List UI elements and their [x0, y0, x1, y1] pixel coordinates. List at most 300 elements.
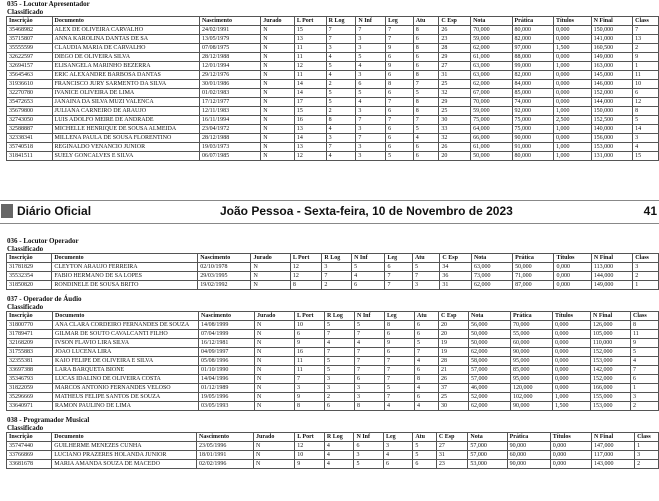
- table-cell: 3: [325, 384, 355, 393]
- table-cell: 4: [326, 71, 356, 80]
- table-row: [7, 281, 659, 290]
- page-header: [0, 200, 659, 224]
- table-cell: 144,000: [591, 98, 633, 107]
- table-cell: 10: [295, 451, 325, 460]
- table-cell: 3: [631, 393, 659, 402]
- table-cell: 87,000: [513, 281, 554, 290]
- table-cell: 105,000: [591, 330, 631, 339]
- table-cell: 30: [439, 116, 471, 125]
- table-cell: 31800770: [7, 321, 53, 330]
- table-cell: 3: [355, 393, 385, 402]
- table-cell: LARA BARQUETA BIONE: [53, 366, 199, 375]
- table-cell: N: [255, 330, 295, 339]
- table-cell: 23/04/1972: [199, 125, 260, 134]
- table-cell: N: [261, 53, 295, 62]
- table-cell: N: [255, 384, 295, 393]
- section-subtitle: Classificado: [7, 8, 44, 16]
- table-cell: 113,000: [591, 263, 632, 272]
- table-cell: 6: [352, 281, 385, 290]
- table-cell: 29/12/1976: [199, 71, 260, 80]
- table-cell: 11: [294, 71, 326, 80]
- table-cell: 13: [294, 125, 326, 134]
- table-cell: 8: [295, 402, 325, 411]
- table-cell: 07/08/1975: [199, 44, 260, 53]
- table-row: [7, 348, 659, 357]
- table-cell: 75,000: [512, 116, 554, 125]
- table-cell: 7: [413, 80, 439, 89]
- table-cell: 6: [356, 80, 386, 89]
- table-cell: JOAO LUCENA LIRA: [53, 348, 199, 357]
- table-cell: 35532354: [7, 272, 52, 281]
- column-header: Atu: [413, 17, 439, 26]
- table-cell: N: [261, 98, 295, 107]
- table-cell: 7: [385, 375, 415, 384]
- table-cell: 5: [386, 152, 414, 161]
- table-cell: 52,000: [469, 393, 511, 402]
- table-cell: 62,000: [469, 348, 511, 357]
- table-row: [7, 80, 659, 89]
- table-cell: 7: [386, 116, 414, 125]
- table-row: [7, 26, 659, 35]
- table-cell: 1: [631, 384, 659, 393]
- column-header: Atu: [412, 254, 439, 263]
- table-row: [7, 107, 659, 116]
- table-cell: 2: [631, 402, 659, 411]
- table-cell: 4: [415, 402, 439, 411]
- table-cell: 97,000: [512, 44, 554, 53]
- column-header: Prática: [513, 254, 554, 263]
- table-row: [7, 321, 659, 330]
- table-cell: 35679800: [7, 107, 53, 116]
- table-cell: 6: [386, 125, 414, 134]
- table-row: [7, 98, 659, 107]
- table-cell: GILMAR DE SOUTO CAVALCANTI FILHO: [53, 330, 199, 339]
- table-cell: 152,500: [591, 116, 633, 125]
- table-cell: 7: [355, 348, 385, 357]
- table-cell: 95,000: [511, 375, 553, 384]
- table-cell: 01/02/1983: [199, 89, 260, 98]
- table-row: [7, 71, 659, 80]
- table-cell: 1,000: [553, 393, 591, 402]
- table-cell: 9: [295, 393, 325, 402]
- table-row: [7, 402, 659, 411]
- table-cell: 04/09/1997: [199, 348, 255, 357]
- table-cell: 20: [439, 330, 469, 339]
- column-header: Leg: [385, 254, 412, 263]
- table-cell: 0,000: [553, 339, 591, 348]
- table-cell: 80,000: [512, 26, 554, 35]
- table-cell: N: [251, 281, 290, 290]
- table-cell: 8: [386, 80, 414, 89]
- table-cell: 90,000: [511, 402, 553, 411]
- table-cell: 60,000: [507, 451, 550, 460]
- table-cell: N: [261, 35, 295, 44]
- table-cell: FABIO HERMANO DE SA LOPES: [52, 272, 198, 281]
- table-cell: 7: [385, 393, 415, 402]
- table-cell: N: [255, 348, 295, 357]
- table-cell: 3: [295, 384, 325, 393]
- table-row: [7, 442, 659, 451]
- column-header: Inscrição: [7, 254, 52, 263]
- table-cell: 13: [294, 143, 326, 152]
- column-header: Class: [631, 312, 659, 321]
- table-cell: 16/11/1994: [199, 116, 260, 125]
- table-cell: MICHELLE HENRIQUE DE SOUSA ALMEIDA: [52, 125, 199, 134]
- table-cell: 3: [325, 375, 355, 384]
- column-header: Leg: [383, 433, 412, 442]
- section-title: 037 - Operador de Áudio: [7, 295, 82, 303]
- table-cell: 71,000: [513, 272, 554, 281]
- table-cell: 5: [325, 321, 355, 330]
- table-cell: 6: [355, 375, 385, 384]
- table-cell: 33: [439, 125, 471, 134]
- table-cell: 9: [631, 339, 659, 348]
- table-cell: 0,000: [550, 460, 591, 469]
- publication-title: Diário Oficial: [17, 204, 92, 218]
- table-cell: 5: [326, 89, 356, 98]
- table-cell: 20: [439, 152, 471, 161]
- table-cell: N: [255, 375, 295, 384]
- table-cell: 92,000: [512, 107, 554, 116]
- table-header-row: [7, 312, 659, 321]
- table-cell: 12: [290, 272, 322, 281]
- table-cell: 19: [439, 348, 469, 357]
- table-row: [7, 375, 659, 384]
- table-cell: 31: [440, 281, 472, 290]
- column-header: R Log: [326, 17, 356, 26]
- table-cell: 2: [635, 460, 659, 469]
- column-header: Atu: [415, 312, 439, 321]
- table-cell: 6: [415, 330, 439, 339]
- table-cell: 75,000: [471, 116, 512, 125]
- table-cell: 5: [352, 263, 385, 272]
- table-cell: 9: [295, 460, 325, 469]
- column-header: L Port: [295, 312, 325, 321]
- table-cell: 4: [355, 339, 385, 348]
- table-cell: FRANCISCO JURY SARMENTO DA SILVA: [52, 80, 199, 89]
- table-cell: 3: [354, 451, 384, 460]
- table-cell: 1,500: [554, 44, 592, 53]
- table-cell: 4: [326, 152, 356, 161]
- table-cell: KAIO FELIPE DE OLIVEIRA E SILVA: [53, 357, 199, 366]
- table-cell: 63,000: [471, 71, 512, 80]
- table-cell: N: [255, 402, 295, 411]
- table-cell: 35296669: [7, 393, 53, 402]
- table-cell: 10: [633, 80, 659, 89]
- column-header: Documento: [52, 17, 199, 26]
- table-cell: 3: [322, 263, 352, 272]
- table-cell: 7: [412, 272, 439, 281]
- column-header: Nota: [471, 17, 512, 26]
- table-cell: 3: [633, 263, 659, 272]
- table-cell: 29: [439, 98, 471, 107]
- table-cell: 5: [385, 384, 415, 393]
- table-cell: 28/12/1988: [199, 134, 260, 143]
- table-cell: 144,000: [591, 272, 632, 281]
- table-cell: 31755883: [7, 348, 53, 357]
- table-cell: 145,000: [591, 71, 633, 80]
- table-cell: 50,000: [471, 152, 512, 161]
- table-cell: 30: [439, 402, 469, 411]
- table-cell: LUIS ADOLFO MEIRE DE ANDRADE: [52, 116, 199, 125]
- table-row: [7, 35, 659, 44]
- table-cell: 0,000: [550, 451, 591, 460]
- table-cell: 6: [295, 330, 325, 339]
- column-header: N Inf: [356, 17, 386, 26]
- table-cell: 2,500: [554, 116, 592, 125]
- table-cell: 70,000: [511, 321, 553, 330]
- table-cell: 11: [295, 357, 325, 366]
- table-cell: 50,000: [469, 339, 511, 348]
- table-cell: 7: [326, 35, 356, 44]
- column-header: R Log: [325, 312, 355, 321]
- table-cell: DIEGO DE OLIVEIRA SILVA: [52, 53, 199, 62]
- table-cell: 143,000: [591, 460, 634, 469]
- table-cell: 11: [295, 366, 325, 375]
- table-cell: 8: [413, 26, 439, 35]
- table-cell: 9: [386, 44, 414, 53]
- table-cell: 3: [356, 125, 386, 134]
- table-cell: 30/01/1986: [199, 80, 260, 89]
- table-cell: 4: [325, 339, 355, 348]
- table-cell: 13: [294, 35, 326, 44]
- column-header: N Inf: [354, 433, 384, 442]
- table-cell: 0,000: [554, 134, 592, 143]
- table-cell: 7: [356, 134, 386, 143]
- table-cell: 1,000: [554, 125, 592, 134]
- table-cell: 7: [295, 375, 325, 384]
- table-cell: N: [261, 89, 295, 98]
- column-header: Leg: [386, 17, 414, 26]
- table-cell: 3: [356, 152, 386, 161]
- table-cell: 4: [356, 98, 386, 107]
- table-cell: 6: [413, 62, 439, 71]
- table-cell: 0,000: [554, 89, 592, 98]
- table-cell: 57,000: [469, 375, 511, 384]
- column-header: Prática: [512, 17, 554, 26]
- table-cell: N: [255, 393, 295, 402]
- table-cell: 152,000: [591, 89, 633, 98]
- table-cell: 91,000: [512, 143, 554, 152]
- column-header: Class: [633, 254, 659, 263]
- table-cell: 06/07/1985: [199, 152, 260, 161]
- table-cell: 34: [440, 263, 472, 272]
- table-cell: 32588887: [7, 125, 53, 134]
- table-cell: 37: [439, 384, 469, 393]
- table-cell: 32743050: [7, 116, 53, 125]
- table-cell: N: [255, 321, 295, 330]
- table-cell: 0,000: [553, 321, 591, 330]
- table-cell: RAMON PAULINO DE LIMA: [53, 402, 199, 411]
- table-cell: 99,000: [512, 62, 554, 71]
- table-cell: 8: [385, 321, 415, 330]
- table-cell: 2: [633, 44, 659, 53]
- table-cell: 3: [326, 44, 356, 53]
- table-cell: 62,000: [471, 80, 512, 89]
- table-cell: 0,000: [553, 366, 591, 375]
- table-cell: 31: [439, 71, 471, 80]
- table-cell: 8: [413, 98, 439, 107]
- table-cell: 149,000: [591, 281, 632, 290]
- table-cell: 02/02/1996: [197, 460, 254, 469]
- table-cell: 1,000: [554, 152, 592, 161]
- table-cell: 57,000: [469, 366, 511, 375]
- table-cell: 85,000: [512, 89, 554, 98]
- table-cell: 4: [631, 357, 659, 366]
- table-cell: 56,000: [469, 321, 511, 330]
- table-cell: 15: [633, 152, 659, 161]
- table-cell: 63,000: [471, 62, 512, 71]
- table-row: [7, 393, 659, 402]
- table-cell: N: [261, 71, 295, 80]
- table-cell: 5: [354, 460, 384, 469]
- table-cell: 3: [355, 384, 385, 393]
- table-cell: IVANICE OLIVEIRA DE LIMA: [52, 89, 199, 98]
- table-cell: 23/05/1996: [197, 442, 254, 451]
- table-cell: 0,000: [550, 442, 591, 451]
- table-cell: 14/08/1999: [199, 321, 255, 330]
- table-cell: 29/03/1995: [198, 272, 251, 281]
- table-row: [7, 44, 659, 53]
- table-cell: 142,000: [591, 366, 631, 375]
- table-cell: 6: [413, 152, 439, 161]
- table-cell: ANNA KAROLINA DANTAS DE SA: [52, 35, 199, 44]
- table-cell: 5: [356, 53, 386, 62]
- table-cell: 3: [412, 281, 439, 290]
- table-cell: 1: [635, 442, 659, 451]
- column-header: Jurado: [251, 254, 290, 263]
- table-cell: 33640971: [7, 402, 53, 411]
- column-header: N Final: [591, 17, 633, 26]
- column-header: Inscrição: [7, 312, 53, 321]
- table-cell: 14: [294, 134, 326, 143]
- table-cell: 4: [633, 143, 659, 152]
- table-cell: 5: [326, 62, 356, 71]
- table-cell: 12: [294, 152, 326, 161]
- table-cell: 12/11/1983: [199, 107, 260, 116]
- table-cell: 61,000: [471, 53, 512, 62]
- table-cell: 150,000: [591, 26, 633, 35]
- table-cell: 31850820: [7, 281, 52, 290]
- table-cell: 62,000: [469, 402, 511, 411]
- table-cell: 3: [356, 71, 386, 80]
- table-cell: 19/05/1996: [199, 393, 255, 402]
- column-header: Class: [633, 17, 659, 26]
- table-cell: 110,000: [591, 339, 631, 348]
- table-cell: 1,000: [554, 143, 592, 152]
- table-cell: CLEYTON ARAUJO FERREIRA: [52, 263, 198, 272]
- table-cell: 6: [325, 402, 355, 411]
- column-header: Inscrição: [7, 17, 53, 26]
- column-header: L Port: [290, 254, 322, 263]
- table-cell: 32270780: [7, 89, 53, 98]
- column-header: N Final: [591, 312, 631, 321]
- column-header: Leg: [385, 312, 415, 321]
- table-cell: 82,000: [512, 35, 554, 44]
- table-cell: 166,000: [591, 384, 631, 393]
- table-cell: 35747440: [7, 442, 52, 451]
- table-cell: 57,000: [468, 442, 507, 451]
- table-cell: 64,000: [471, 125, 512, 134]
- table-cell: 35645463: [7, 71, 53, 80]
- table-cell: 66,000: [471, 134, 512, 143]
- table-cell: 6: [413, 53, 439, 62]
- table-cell: 27: [436, 442, 468, 451]
- table-header-row: [7, 433, 659, 442]
- table-cell: 7: [386, 98, 414, 107]
- table-cell: N: [261, 44, 295, 53]
- column-header: Jurado: [255, 312, 295, 321]
- table-cell: 26: [439, 375, 469, 384]
- table-cell: 1: [633, 62, 659, 71]
- table-cell: 33681678: [7, 460, 52, 469]
- table-cell: 70,000: [471, 98, 512, 107]
- table-cell: 4: [415, 357, 439, 366]
- table-cell: 67,000: [471, 89, 512, 98]
- table-cell: 60,000: [511, 339, 553, 348]
- results-table: [6, 16, 659, 161]
- table-cell: 11: [633, 71, 659, 80]
- column-header: L Port: [294, 17, 326, 26]
- table-cell: 4: [415, 384, 439, 393]
- column-header: C Esp: [436, 433, 468, 442]
- table-cell: 6: [415, 321, 439, 330]
- results-table: [6, 311, 659, 411]
- table-cell: 4: [326, 125, 356, 134]
- table-cell: 26: [439, 26, 471, 35]
- column-header: R Log: [324, 433, 354, 442]
- table-cell: 23: [436, 460, 468, 469]
- table-cell: 5: [413, 451, 437, 460]
- table-cell: 80,000: [512, 152, 554, 161]
- table-cell: 1,000: [554, 107, 592, 116]
- table-cell: 163,000: [591, 62, 633, 71]
- table-cell: 50,000: [513, 263, 554, 272]
- table-cell: 6: [385, 348, 415, 357]
- table-cell: 6: [386, 89, 414, 98]
- table-cell: 02/10/1978: [198, 263, 251, 272]
- table-cell: 25: [439, 80, 471, 89]
- table-cell: 12: [633, 98, 659, 107]
- table-cell: 2: [322, 281, 352, 290]
- table-cell: 126,000: [591, 321, 631, 330]
- table-cell: 6: [386, 134, 414, 143]
- table-cell: 5: [631, 348, 659, 357]
- table-cell: 6: [633, 89, 659, 98]
- table-cell: 6: [354, 442, 384, 451]
- results-table: [6, 253, 659, 290]
- section-title: 035 - Locutor Apresentador: [7, 0, 90, 8]
- table-cell: 3: [635, 451, 659, 460]
- table-cell: LUCIANO PRAZERES HOLANDA JUNIOR: [52, 451, 197, 460]
- table-cell: 6: [631, 375, 659, 384]
- table-cell: ELISANGELA MARINHO BEZERRA: [52, 62, 199, 71]
- table-header-row: [7, 17, 659, 26]
- table-cell: 28/12/1988: [199, 53, 260, 62]
- table-cell: 153,000: [591, 402, 631, 411]
- table-cell: 57,000: [468, 451, 507, 460]
- table-cell: 4: [356, 62, 386, 71]
- table-cell: 16/12/1981: [199, 339, 255, 348]
- table-cell: 1,000: [554, 62, 592, 71]
- table-cell: 58,000: [469, 357, 511, 366]
- table-cell: ALEX DE OLIVEIRA CARVALHO: [52, 26, 199, 35]
- column-header: Títulos: [553, 312, 591, 321]
- table-cell: 7: [386, 35, 414, 44]
- coat-of-arms-icon: [1, 204, 13, 218]
- table-cell: 32355381: [7, 357, 53, 366]
- table-cell: 31781829: [7, 263, 52, 272]
